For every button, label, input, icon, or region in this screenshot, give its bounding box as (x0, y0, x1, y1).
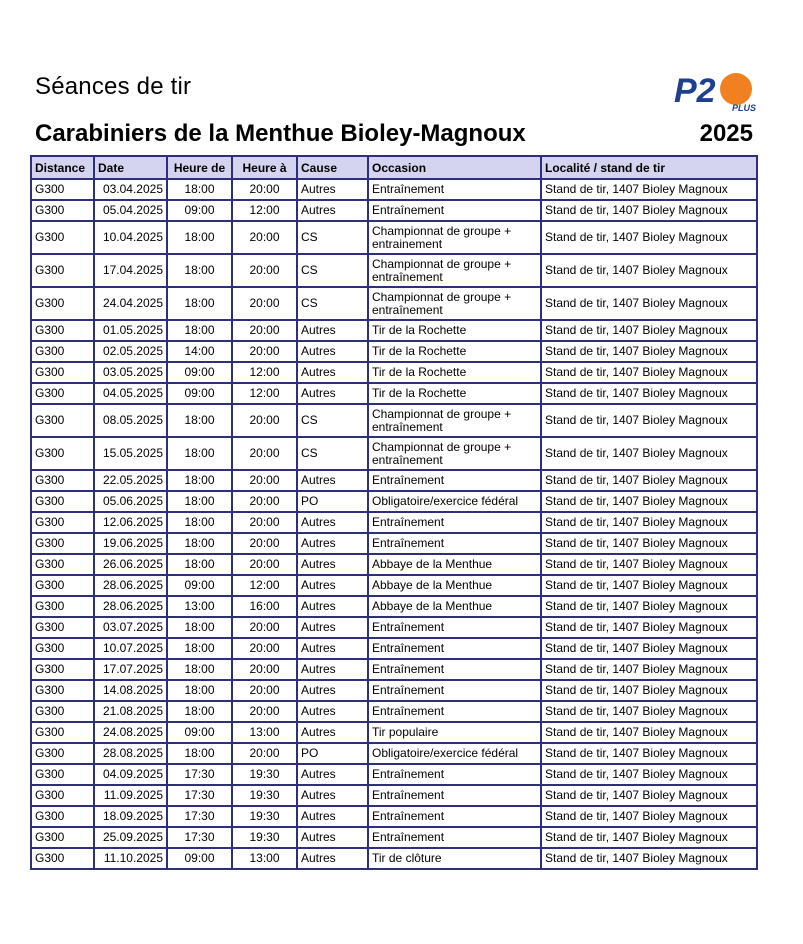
cell-date: 03.07.2025 (94, 617, 167, 638)
cell-cause: Autres (297, 554, 368, 575)
cell-date: 18.09.2025 (94, 806, 167, 827)
table-row (31, 722, 757, 743)
cell-end-time: 20:00 (232, 287, 297, 320)
cell-start-time: 18:00 (167, 287, 232, 320)
club-name-heading: Carabiniers de la Menthue Bioley-Magnoux (35, 120, 526, 147)
cell-date: 12.06.2025 (94, 512, 167, 533)
cell-start-time: 18:00 (167, 638, 232, 659)
cell-start-time: 17:30 (167, 806, 232, 827)
table-row (31, 827, 757, 848)
cell-location: Stand de tir, 1407 Bioley Magnoux (541, 383, 757, 404)
cell-start-time: 09:00 (167, 200, 232, 221)
cell-cause: Autres (297, 200, 368, 221)
cell-occasion: Entraînement (368, 827, 541, 848)
cell-location: Stand de tir, 1407 Bioley Magnoux (541, 806, 757, 827)
cell-start-time: 09:00 (167, 383, 232, 404)
cell-end-time: 20:00 (232, 437, 297, 470)
cell-location: Stand de tir, 1407 Bioley Magnoux (541, 533, 757, 554)
cell-end-time: 12:00 (232, 200, 297, 221)
cell-distance: G300 (31, 362, 94, 383)
cell-cause: Autres (297, 596, 368, 617)
cell-date: 02.05.2025 (94, 341, 167, 362)
cell-end-time: 20:00 (232, 617, 297, 638)
cell-cause: Autres (297, 827, 368, 848)
cell-date: 04.05.2025 (94, 383, 167, 404)
cell-distance: G300 (31, 320, 94, 341)
page-title: Séances de tir (35, 73, 192, 100)
cell-start-time: 09:00 (167, 575, 232, 596)
table-row (31, 659, 757, 680)
table-row (31, 491, 757, 512)
cell-cause: Autres (297, 659, 368, 680)
cell-occasion: Entraînement (368, 785, 541, 806)
table-row (31, 221, 757, 254)
cell-date: 05.06.2025 (94, 491, 167, 512)
cell-start-time: 17:30 (167, 785, 232, 806)
cell-cause: Autres (297, 320, 368, 341)
cell-start-time: 18:00 (167, 221, 232, 254)
table-row (31, 533, 757, 554)
cell-cause: Autres (297, 533, 368, 554)
cell-location: Stand de tir, 1407 Bioley Magnoux (541, 254, 757, 287)
cell-end-time: 12:00 (232, 383, 297, 404)
cell-occasion: Entraînement (368, 701, 541, 722)
cell-location: Stand de tir, 1407 Bioley Magnoux (541, 320, 757, 341)
logo-sub-text: PLUS (732, 103, 756, 113)
cell-location: Stand de tir, 1407 Bioley Magnoux (541, 680, 757, 701)
cell-end-time: 20:00 (232, 512, 297, 533)
cell-location: Stand de tir, 1407 Bioley Magnoux (541, 638, 757, 659)
cell-end-time: 20:00 (232, 221, 297, 254)
cell-end-time: 13:00 (232, 722, 297, 743)
cell-location: Stand de tir, 1407 Bioley Magnoux (541, 617, 757, 638)
cell-start-time: 18:00 (167, 179, 232, 200)
cell-location: Stand de tir, 1407 Bioley Magnoux (541, 179, 757, 200)
cell-cause: Autres (297, 806, 368, 827)
cell-distance: G300 (31, 722, 94, 743)
cell-start-time: 18:00 (167, 491, 232, 512)
cell-occasion: Entraînement (368, 659, 541, 680)
cell-location: Stand de tir, 1407 Bioley Magnoux (541, 743, 757, 764)
cell-occasion: Entraînement (368, 512, 541, 533)
cell-occasion: Obligatoire/exercice fédéral (368, 491, 541, 512)
cell-date: 25.09.2025 (94, 827, 167, 848)
cell-occasion: Entraînement (368, 680, 541, 701)
logo-main-text: P2 (674, 72, 716, 110)
cell-end-time: 20:00 (232, 470, 297, 491)
cell-end-time: 20:00 (232, 638, 297, 659)
cell-occasion: Abbaye de la Menthue (368, 554, 541, 575)
cell-distance: G300 (31, 533, 94, 554)
cell-occasion: Tir populaire (368, 722, 541, 743)
cell-start-time: 18:00 (167, 680, 232, 701)
cell-cause: CS (297, 254, 368, 287)
cell-distance: G300 (31, 200, 94, 221)
cell-date: 11.10.2025 (94, 848, 167, 869)
cell-location: Stand de tir, 1407 Bioley Magnoux (541, 491, 757, 512)
cell-cause: Autres (297, 362, 368, 383)
cell-distance: G300 (31, 404, 94, 437)
cell-occasion: Tir de la Rochette (368, 341, 541, 362)
cell-end-time: 20:00 (232, 404, 297, 437)
cell-end-time: 20:00 (232, 341, 297, 362)
cell-start-time: 18:00 (167, 659, 232, 680)
cell-distance: G300 (31, 575, 94, 596)
cell-end-time: 20:00 (232, 533, 297, 554)
table-row (31, 764, 757, 785)
col-header-cause: Cause (297, 156, 368, 179)
table-row (31, 404, 757, 437)
cell-date: 01.05.2025 (94, 320, 167, 341)
cell-occasion: Tir de la Rochette (368, 383, 541, 404)
p2plus-logo (672, 70, 756, 114)
cell-date: 28.08.2025 (94, 743, 167, 764)
cell-occasion: Championnat de groupe + entraînement (368, 287, 541, 320)
cell-date: 03.05.2025 (94, 362, 167, 383)
cell-start-time: 18:00 (167, 320, 232, 341)
cell-date: 28.06.2025 (94, 575, 167, 596)
table-row (31, 848, 757, 869)
cell-start-time: 18:00 (167, 404, 232, 437)
cell-end-time: 20:00 (232, 743, 297, 764)
cell-occasion: Championnat de groupe + entraînement (368, 254, 541, 287)
cell-occasion: Abbaye de la Menthue (368, 596, 541, 617)
cell-date: 10.04.2025 (94, 221, 167, 254)
cell-occasion: Championnat de groupe + entraînement (368, 404, 541, 437)
cell-location: Stand de tir, 1407 Bioley Magnoux (541, 221, 757, 254)
cell-distance: G300 (31, 659, 94, 680)
col-header-end-time: Heure à (232, 156, 297, 179)
cell-end-time: 20:00 (232, 491, 297, 512)
cell-end-time: 12:00 (232, 362, 297, 383)
cell-date: 24.04.2025 (94, 287, 167, 320)
cell-start-time: 18:00 (167, 554, 232, 575)
col-header-distance: Distance (31, 156, 94, 179)
cell-cause: Autres (297, 701, 368, 722)
cell-location: Stand de tir, 1407 Bioley Magnoux (541, 512, 757, 533)
cell-occasion: Championnat de groupe + entraînement (368, 437, 541, 470)
cell-distance: G300 (31, 680, 94, 701)
cell-cause: CS (297, 287, 368, 320)
table-row (31, 596, 757, 617)
cell-date: 17.04.2025 (94, 254, 167, 287)
cell-cause: Autres (297, 575, 368, 596)
cell-date: 08.05.2025 (94, 404, 167, 437)
cell-cause: Autres (297, 383, 368, 404)
cell-location: Stand de tir, 1407 Bioley Magnoux (541, 404, 757, 437)
cell-end-time: 19:30 (232, 785, 297, 806)
cell-cause: Autres (297, 722, 368, 743)
cell-occasion: Obligatoire/exercice fédéral (368, 743, 541, 764)
cell-location: Stand de tir, 1407 Bioley Magnoux (541, 848, 757, 869)
cell-occasion: Entraînement (368, 470, 541, 491)
cell-distance: G300 (31, 596, 94, 617)
cell-cause: CS (297, 437, 368, 470)
cell-distance: G300 (31, 848, 94, 869)
cell-date: 03.04.2025 (94, 179, 167, 200)
cell-cause: PO (297, 491, 368, 512)
cell-start-time: 14:00 (167, 341, 232, 362)
table-row (31, 437, 757, 470)
cell-distance: G300 (31, 221, 94, 254)
cell-location: Stand de tir, 1407 Bioley Magnoux (541, 470, 757, 491)
cell-end-time: 19:30 (232, 827, 297, 848)
cell-location: Stand de tir, 1407 Bioley Magnoux (541, 554, 757, 575)
cell-cause: Autres (297, 848, 368, 869)
cell-cause: Autres (297, 341, 368, 362)
cell-end-time: 19:30 (232, 764, 297, 785)
cell-start-time: 18:00 (167, 617, 232, 638)
cell-date: 21.08.2025 (94, 701, 167, 722)
cell-start-time: 09:00 (167, 848, 232, 869)
cell-distance: G300 (31, 785, 94, 806)
cell-location: Stand de tir, 1407 Bioley Magnoux (541, 785, 757, 806)
cell-distance: G300 (31, 764, 94, 785)
cell-distance: G300 (31, 743, 94, 764)
table-row (31, 254, 757, 287)
cell-location: Stand de tir, 1407 Bioley Magnoux (541, 575, 757, 596)
cell-cause: Autres (297, 764, 368, 785)
cell-date: 17.07.2025 (94, 659, 167, 680)
cell-date: 26.06.2025 (94, 554, 167, 575)
cell-distance: G300 (31, 470, 94, 491)
cell-occasion: Entraînement (368, 638, 541, 659)
table-row (31, 512, 757, 533)
cell-occasion: Abbaye de la Menthue (368, 575, 541, 596)
table-row (31, 701, 757, 722)
cell-start-time: 17:30 (167, 764, 232, 785)
table-row (31, 200, 757, 221)
cell-occasion: Entraînement (368, 764, 541, 785)
cell-start-time: 18:00 (167, 512, 232, 533)
cell-date: 10.07.2025 (94, 638, 167, 659)
cell-end-time: 20:00 (232, 554, 297, 575)
logo-orange-circle (720, 73, 752, 105)
cell-cause: Autres (297, 470, 368, 491)
cell-distance: G300 (31, 554, 94, 575)
cell-start-time: 18:00 (167, 254, 232, 287)
table-body (31, 179, 757, 869)
cell-end-time: 20:00 (232, 701, 297, 722)
cell-distance: G300 (31, 341, 94, 362)
cell-cause: Autres (297, 680, 368, 701)
cell-distance: G300 (31, 512, 94, 533)
col-header-date: Date (94, 156, 167, 179)
cell-distance: G300 (31, 617, 94, 638)
cell-occasion: Entraînement (368, 200, 541, 221)
cell-location: Stand de tir, 1407 Bioley Magnoux (541, 341, 757, 362)
col-header-occasion: Occasion (368, 156, 541, 179)
table-row (31, 680, 757, 701)
table-row (31, 341, 757, 362)
cell-distance: G300 (31, 437, 94, 470)
cell-cause: PO (297, 743, 368, 764)
cell-start-time: 18:00 (167, 533, 232, 554)
cell-start-time: 18:00 (167, 743, 232, 764)
cell-end-time: 19:30 (232, 806, 297, 827)
cell-occasion: Entraînement (368, 533, 541, 554)
table-row (31, 179, 757, 200)
table-row (31, 785, 757, 806)
cell-cause: Autres (297, 512, 368, 533)
cell-end-time: 20:00 (232, 659, 297, 680)
cell-end-time: 20:00 (232, 179, 297, 200)
cell-location: Stand de tir, 1407 Bioley Magnoux (541, 200, 757, 221)
cell-location: Stand de tir, 1407 Bioley Magnoux (541, 827, 757, 848)
cell-occasion: Championnat de groupe + entrainement (368, 221, 541, 254)
cell-location: Stand de tir, 1407 Bioley Magnoux (541, 362, 757, 383)
cell-distance: G300 (31, 638, 94, 659)
cell-end-time: 16:00 (232, 596, 297, 617)
cell-location: Stand de tir, 1407 Bioley Magnoux (541, 659, 757, 680)
cell-end-time: 12:00 (232, 575, 297, 596)
cell-occasion: Tir de la Rochette (368, 320, 541, 341)
cell-start-time: 13:00 (167, 596, 232, 617)
cell-end-time: 13:00 (232, 848, 297, 869)
cell-cause: Autres (297, 638, 368, 659)
cell-occasion: Entraînement (368, 806, 541, 827)
cell-occasion: Tir de clôture (368, 848, 541, 869)
table-row (31, 287, 757, 320)
cell-occasion: Tir de la Rochette (368, 362, 541, 383)
cell-distance: G300 (31, 287, 94, 320)
cell-end-time: 20:00 (232, 254, 297, 287)
table-row (31, 638, 757, 659)
table-row (31, 554, 757, 575)
cell-distance: G300 (31, 179, 94, 200)
cell-date: 11.09.2025 (94, 785, 167, 806)
cell-cause: Autres (297, 617, 368, 638)
cell-start-time: 18:00 (167, 437, 232, 470)
cell-distance: G300 (31, 806, 94, 827)
cell-date: 04.09.2025 (94, 764, 167, 785)
cell-date: 22.05.2025 (94, 470, 167, 491)
schedule-table (30, 155, 758, 870)
cell-location: Stand de tir, 1407 Bioley Magnoux (541, 722, 757, 743)
cell-location: Stand de tir, 1407 Bioley Magnoux (541, 287, 757, 320)
cell-date: 05.04.2025 (94, 200, 167, 221)
cell-cause: CS (297, 404, 368, 437)
cell-start-time: 18:00 (167, 701, 232, 722)
table-row (31, 320, 757, 341)
cell-location: Stand de tir, 1407 Bioley Magnoux (541, 437, 757, 470)
year-heading: 2025 (699, 120, 753, 147)
cell-date: 24.08.2025 (94, 722, 167, 743)
cell-cause: Autres (297, 179, 368, 200)
cell-start-time: 17:30 (167, 827, 232, 848)
cell-end-time: 20:00 (232, 320, 297, 341)
table-row (31, 470, 757, 491)
cell-start-time: 09:00 (167, 362, 232, 383)
cell-end-time: 20:00 (232, 680, 297, 701)
cell-distance: G300 (31, 827, 94, 848)
cell-start-time: 09:00 (167, 722, 232, 743)
cell-location: Stand de tir, 1407 Bioley Magnoux (541, 596, 757, 617)
col-header-start-time: Heure de (167, 156, 232, 179)
table-row (31, 362, 757, 383)
cell-location: Stand de tir, 1407 Bioley Magnoux (541, 701, 757, 722)
cell-cause: Autres (297, 785, 368, 806)
cell-date: 15.05.2025 (94, 437, 167, 470)
cell-distance: G300 (31, 491, 94, 512)
cell-date: 28.06.2025 (94, 596, 167, 617)
cell-location: Stand de tir, 1407 Bioley Magnoux (541, 764, 757, 785)
table-row (31, 617, 757, 638)
cell-date: 19.06.2025 (94, 533, 167, 554)
cell-distance: G300 (31, 254, 94, 287)
table-row (31, 806, 757, 827)
table-row (31, 383, 757, 404)
table-row (31, 743, 757, 764)
cell-occasion: Entraînement (368, 179, 541, 200)
table-header-row (31, 156, 757, 179)
cell-distance: G300 (31, 383, 94, 404)
table-row (31, 575, 757, 596)
cell-date: 14.08.2025 (94, 680, 167, 701)
cell-occasion: Entraînement (368, 617, 541, 638)
cell-start-time: 18:00 (167, 470, 232, 491)
cell-cause: CS (297, 221, 368, 254)
cell-distance: G300 (31, 701, 94, 722)
col-header-location: Localité / stand de tir (541, 156, 757, 179)
